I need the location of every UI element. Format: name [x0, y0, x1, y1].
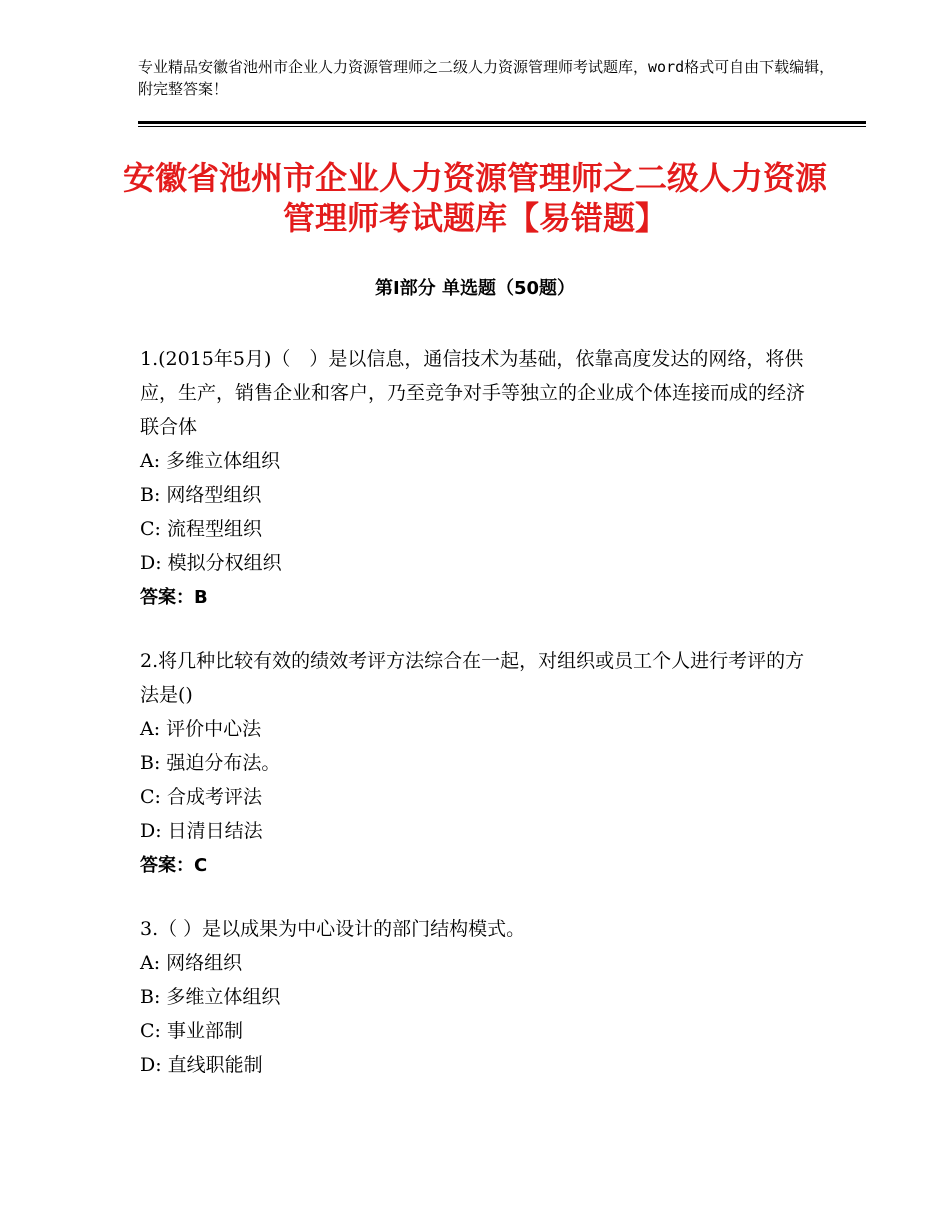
option-d: D: 日清日结法: [140, 820, 263, 842]
answer: 答案：C: [140, 855, 208, 876]
question-stem: 1.(2015年5月)（ ）是以信息，通信技术为基础，依靠高度发达的网络，将供应，生产，销售企业和客户，乃至竞争对手等独立的企业成个体连接而成的经济联合体: [140, 348, 806, 438]
option-b: B: 多维立体组织: [140, 986, 281, 1008]
question-list: [140, 342, 812, 1110]
question-3: [140, 912, 812, 1082]
option-c: C: 合成考评法: [140, 786, 262, 808]
question-2: [140, 644, 812, 884]
option-b: B: 网络型组织: [140, 484, 262, 506]
question-1: [140, 342, 812, 616]
document-title: 安徽省池州市企业人力资源管理师之二级人力资源管理师考试题库【易错题】: [122, 159, 827, 237]
question-stem: 3.（ ）是以成果为中心设计的部门结构模式。: [140, 918, 526, 940]
option-b: B: 强迫分布法。: [140, 752, 281, 774]
option-c: C: 事业部制: [140, 1020, 243, 1042]
option-a: A: 多维立体组织: [140, 450, 281, 472]
option-c: C: 流程型组织: [140, 518, 262, 540]
option-a: A: 网络组织: [140, 952, 243, 974]
question-stem: 2.将几种比较有效的绩效考评方法综合在一起，对组织或员工个人进行考评的方法是(): [140, 650, 805, 706]
answer: 答案：B: [140, 587, 208, 608]
section-heading: 第Ⅰ部分 单选题（50题）: [374, 278, 575, 299]
option-d: D: 直线职能制: [140, 1054, 263, 1076]
header-divider-thick: [138, 121, 866, 124]
header-divider-thin: [138, 126, 866, 127]
option-d: D: 模拟分权组织: [140, 552, 282, 574]
option-a: A: 评价中心法: [140, 718, 262, 740]
header-note: 专业精品安徽省池州市企业人力资源管理师之二级人力资源管理师考试题库，word格式可自由下载编辑，附完整答案！: [138, 58, 835, 98]
